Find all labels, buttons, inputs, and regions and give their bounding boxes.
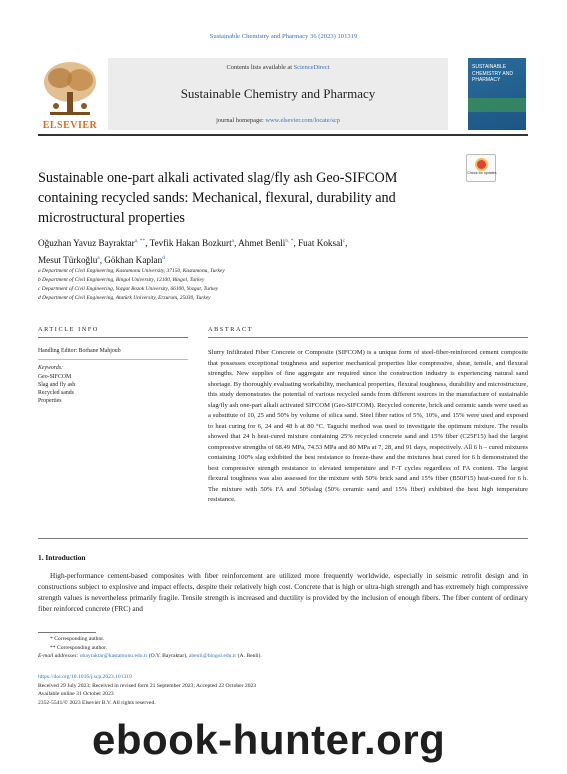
- keyword-item: Recycled sands: [38, 390, 74, 396]
- article-info-rule: [38, 337, 188, 338]
- sciencedirect-link[interactable]: ScienceDirect: [293, 64, 330, 71]
- affiliation-b: b Department of Civil Engineering, Bingol University, 12100, Bingol, Turkey: [38, 277, 205, 283]
- footnotes: [38, 635, 520, 661]
- check-updates-icon: [475, 158, 488, 171]
- check-updates-label: Check for updates: [467, 171, 497, 175]
- journal-header: [38, 52, 528, 136]
- corresponding-author-1: * Corresponding author.: [50, 636, 105, 642]
- author-affil-mark[interactable]: b, *: [285, 238, 294, 244]
- doi-link[interactable]: https://doi.org/10.1016/j.scp.2023.101319: [38, 674, 132, 680]
- article-info-heading: ARTICLE INFO: [38, 326, 99, 333]
- author-list: Oğuzhan Yavuz Bayraktar$^{a, **}$, Tevfik Hakan Bozkurt$^a$, Ahmet Benli$^{b, *}$, Fuat Koksal$^c$, Mesut Türkoğlu$^a$, Gökhan Kaplan$^d$: [38, 238, 348, 266]
- keywords-label: Keywords:: [38, 365, 63, 371]
- watermark-text: ebook-hunter.org: [92, 716, 446, 763]
- contents-line: [108, 64, 448, 71]
- abstract-text: Slurry Infiltrated Fiber Concrete or Composite (SIFCOM) is a unique form of steel-fiber-reinforced cement composite that possesses exceptional toughness and superior mechanical properties like compressive, shear, tensile, and flexural strengths. New supplies of fine aggregate are required since the construction industry is experiencing natural sand shortage. By thoroughly evaluating workability, mechanical properties, flexural toughness, durability and microstructure, this study demonstrates the potential of various recycled sands from different sources in the manufacture of sustainable slag/fly ash one-part alkali activated SIFCOM (Geo-SIFCOM). Recycled concrete, brick and ceramic sands were used as a substitute of 10, 25 and 50% by volume of silica sand. Steel fiber ratios of 5%, 10%, and 15% were used and exposed to heat curing for 6, 24 and 48 h at 80 °C. Taguchi method was used to investigate the optimum mixture. The results showed that 24 h heat-cured mixture containing 25% recycled concrete sand and 15% fiber (C25F15) had the largest compressive strengths of 68.49 MPa, 74.53 MPa and 80 MPa at 7, 28, and 91 days, respectively. All 6 h – cured mixtures containing 100% slag exhibited the best resistance to freeze-thaw and the mixtures heat cured for 6 h demonstrated the best compressive strength resistance to elevated temperature and F-T cycles regardless of FA content. The largest flexural toughness was also assessed for the mixture with 50% brick sand and 15% fiber (B50F15) heat-cured for 6 h. The mixture with 50% FA and 50%slag (50% ceramic sand and 15% fiber) exhibited the best high temperature resistance.: [208, 349, 528, 503]
- handling-editor: Handling Editor: Borhane Mahjoub: [38, 348, 121, 354]
- email-line: [38, 652, 520, 661]
- journal-banner: [108, 58, 448, 130]
- cover-stripe: [468, 98, 526, 112]
- journal-cover-image: [468, 58, 526, 130]
- footnote-rule: [38, 632, 96, 633]
- copyright: 2352-5541/© 2023 Elsevier B.V. All rights reserved.: [38, 699, 156, 706]
- introduction-heading: 1. Introduction: [38, 553, 86, 562]
- journal-name: Sustainable Chemistry and Pharmacy: [180, 86, 376, 101]
- journal-citation[interactable]: Sustainable Chemistry and Pharmacy 36 (2023) 101319: [209, 33, 358, 40]
- author-name: Tevfik Hakan Bozkurt: [149, 238, 232, 249]
- affiliation-a: a Department of Civil Engineering, Kastamonu University, 37150, Kastamonu, Turkey: [38, 268, 225, 274]
- publication-info: [38, 673, 508, 707]
- keyword-item: Properties: [38, 398, 62, 404]
- abstract-rule: [208, 337, 528, 338]
- email-owner-2: (A. Benli).: [236, 653, 262, 660]
- abstract-heading: ABSTRACT: [208, 326, 254, 333]
- abstract-end-rule: [38, 538, 528, 539]
- keyword-item: Geo-SIFCOM: [38, 374, 72, 380]
- email-link-2[interactable]: abenli@bingol.edu.tr: [188, 653, 237, 660]
- author-name: Ahmet Benli: [238, 238, 286, 249]
- introduction-text: High-performance cement-based composites with fiber reinforcement are utilized more frequently worldwide, especially in seismic retrofit design and in constructions subject to explosive and impact effects, despite their relatively high cost. Concrete that is high or ultra-high strength and has extremely high compressive strength values is nevertheless primarily fragile. Tensile strength is increased and ductility is provided by the inclusion of enough fibers. The fiber content of ordinary fiber reinforced concrete (FRC) and: [38, 571, 528, 614]
- author-name: Mesut Türkoğlu: [38, 255, 98, 266]
- received-dates: Received 29 July 2023; Received in revised form 21 September 2023; Accepted 22 October 2023: [38, 682, 257, 689]
- keywords-rule: [38, 359, 188, 360]
- homepage-prefix: journal homepage:: [216, 117, 266, 124]
- email-label: E-mail addresses:: [38, 653, 80, 660]
- check-for-updates-badge[interactable]: [466, 154, 496, 182]
- author-name: Fuat Koksal: [298, 238, 343, 249]
- homepage-line: [108, 117, 448, 124]
- homepage-link[interactable]: www.elsevier.com/locate/scp: [265, 117, 340, 124]
- publisher-name: ELSEVIER: [42, 120, 98, 131]
- author-name: Oğuzhan Yavuz Bayraktar: [38, 238, 135, 249]
- author-affil-mark[interactable]: a: [97, 255, 100, 262]
- author-affil-mark[interactable]: c: [342, 238, 346, 244]
- affiliation-c: c Department of Civil Engineering, Yozgat Bozok University, 66100, Yozgat, Turkey: [38, 286, 219, 292]
- keyword-item: Slag and fly ash: [38, 382, 76, 388]
- contents-prefix: Contents lists available at: [226, 64, 294, 71]
- author-affil-mark[interactable]: a: [231, 238, 235, 244]
- affiliation-d: d Department of Civil Engineering, Atatürk University, Erzurum, 25030, Turkey: [38, 295, 211, 301]
- corresponding-author-2: ** Corresponding author.: [50, 644, 108, 651]
- cover-title: SUSTAINABLE CHEMISTRY AND PHARMACY: [472, 64, 513, 83]
- author-name: Gökhan Kaplan: [104, 255, 163, 266]
- available-online: Available online 31 October 2023: [38, 691, 114, 698]
- author-affil-mark[interactable]: d: [162, 255, 165, 262]
- email-link-1[interactable]: obayraktar@kastamonu.edu.tr: [79, 653, 148, 660]
- author-affil-mark[interactable]: a, **: [134, 238, 146, 244]
- article-title: Sustainable one-part alkali activated slag/fly ash Geo-SIFCOM containing recycled sands: Mechanical, flexural, durability and microstructural properties: [38, 170, 398, 226]
- email-owner-1: (O.Y. Bayraktar),: [147, 653, 189, 660]
